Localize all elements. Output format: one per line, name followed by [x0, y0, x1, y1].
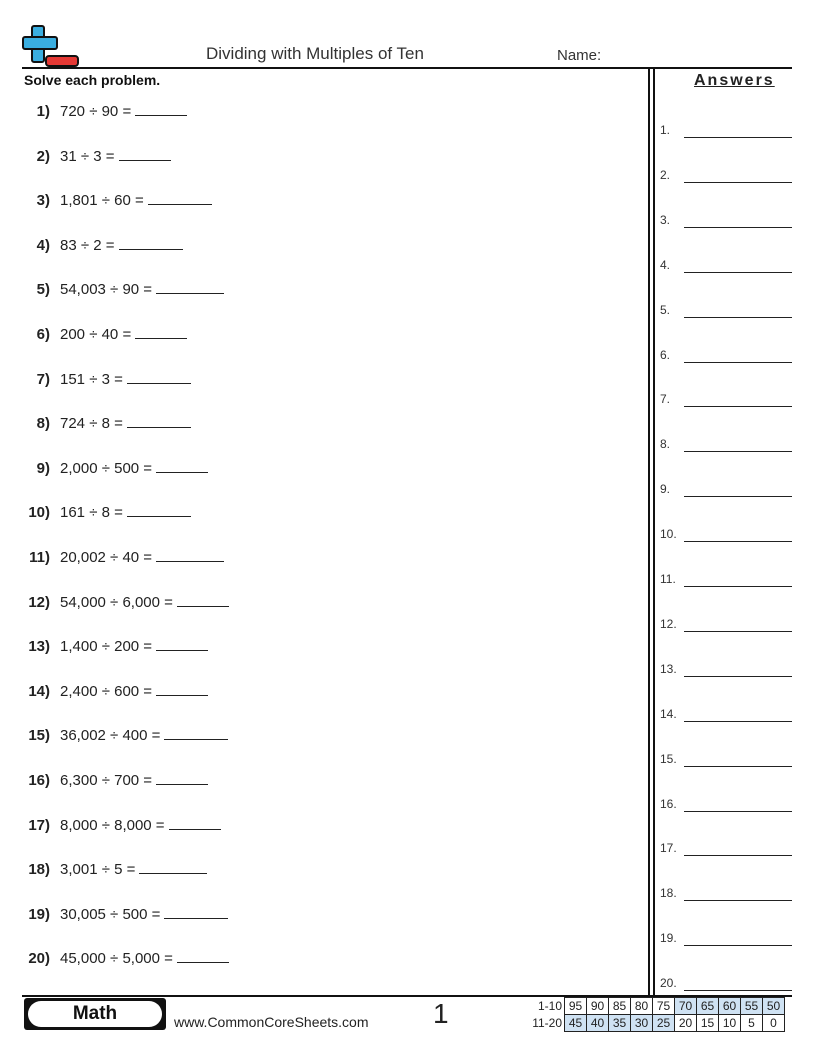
score-cell: 30 — [631, 1015, 653, 1032]
answer-row — [659, 841, 792, 859]
header-divider — [22, 67, 792, 69]
answer-row — [659, 123, 792, 141]
problem-number: 14) — [28, 682, 50, 700]
problem-expression: 1,400 ÷ 200 = — [60, 638, 153, 656]
answer-row — [659, 303, 792, 321]
problem-item — [24, 412, 191, 434]
problem-item — [24, 189, 212, 211]
problem-expression: 31 ÷ 3 = — [60, 147, 115, 165]
answer-row — [659, 348, 792, 366]
answer-line[interactable] — [684, 317, 792, 318]
problem-number: 8) — [36, 415, 50, 433]
problem-number: 3) — [36, 192, 50, 210]
answer-number: 17. — [660, 841, 677, 856]
answer-number: 4. — [660, 257, 671, 272]
answer-number: 9. — [660, 482, 671, 497]
problem-item — [24, 457, 208, 479]
answer-line[interactable] — [684, 900, 792, 901]
answer-row — [659, 886, 792, 904]
problem-number: 16) — [28, 772, 50, 789]
answer-row — [659, 392, 792, 410]
problem-item — [24, 769, 208, 791]
problem-item — [24, 903, 228, 925]
problem-number: 15) — [28, 727, 50, 745]
answer-row — [659, 707, 792, 725]
problem-item — [24, 858, 207, 880]
answer-blank[interactable] — [135, 323, 187, 339]
answer-line[interactable] — [684, 227, 792, 228]
problem-expression: 1,801 ÷ 60 = — [60, 192, 144, 210]
answer-blank[interactable] — [164, 724, 228, 740]
plus-minus-logo-icon — [22, 24, 80, 68]
problem-expression: 36,002 ÷ 400 = — [60, 727, 161, 745]
answer-blank[interactable] — [156, 278, 224, 294]
subject-badge — [24, 998, 166, 1030]
score-cell: 25 — [653, 1015, 675, 1032]
website-link[interactable]: www.CommonCoreSheets.com — [174, 1014, 369, 1030]
score-cell: 90 — [587, 998, 609, 1015]
answer-number: 16. — [660, 796, 677, 811]
problem-item — [24, 814, 221, 836]
problem-expression: 200 ÷ 40 = — [60, 326, 132, 343]
score-cell: 65 — [697, 998, 719, 1015]
answer-line[interactable] — [684, 137, 792, 138]
answer-number: 7. — [660, 392, 671, 407]
answer-line[interactable] — [684, 586, 792, 587]
answer-row — [659, 617, 792, 635]
answer-blank[interactable] — [119, 234, 183, 250]
answer-blank[interactable] — [127, 501, 191, 517]
problem-item — [24, 501, 191, 523]
answer-row — [659, 572, 792, 590]
score-cell: 95 — [565, 998, 587, 1015]
answer-line[interactable] — [684, 721, 792, 722]
answer-line[interactable] — [684, 855, 792, 856]
problem-expression: 2,400 ÷ 600 = — [60, 682, 153, 700]
score-cell: 40 — [587, 1015, 609, 1032]
answer-row — [659, 527, 792, 545]
answer-blank[interactable] — [156, 635, 208, 651]
score-cell: 70 — [675, 998, 697, 1015]
answer-number: 2. — [660, 167, 671, 182]
answer-blank[interactable] — [164, 903, 228, 919]
problem-expression: 6,300 ÷ 700 = — [60, 772, 153, 789]
score-row — [528, 998, 785, 1015]
problem-item — [24, 100, 187, 122]
answer-row — [659, 797, 792, 815]
problem-number: 19) — [28, 905, 50, 923]
problem-expression: 3,001 ÷ 5 = — [60, 861, 136, 879]
problem-expression: 720 ÷ 90 = — [60, 103, 132, 120]
problem-expression: 151 ÷ 3 = — [60, 370, 123, 388]
problem-item — [24, 546, 224, 568]
answer-row — [659, 258, 792, 276]
score-cell: 55 — [741, 998, 763, 1015]
answer-number: 18. — [660, 886, 677, 901]
problem-item — [24, 145, 171, 167]
answer-number: 20. — [660, 976, 677, 991]
problem-number: 4) — [36, 236, 50, 254]
answer-blank[interactable] — [135, 100, 187, 116]
answer-line[interactable] — [684, 182, 792, 183]
problem-expression: 8,000 ÷ 8,000 = — [60, 816, 165, 834]
answer-number: 13. — [660, 661, 677, 676]
problem-expression: 83 ÷ 2 = — [60, 236, 115, 254]
problem-number: 18) — [28, 861, 50, 879]
answer-row — [659, 931, 792, 949]
answer-line[interactable] — [684, 541, 792, 542]
problem-number: 9) — [36, 459, 50, 477]
problem-expression: 30,005 ÷ 500 = — [60, 905, 161, 923]
problem-expression: 724 ÷ 8 = — [60, 415, 123, 433]
problem-number: 12) — [28, 593, 50, 611]
score-cell: 35 — [609, 1015, 631, 1032]
problem-item — [24, 591, 229, 613]
score-cell: 80 — [631, 998, 653, 1015]
score-row-label: 1-10 — [537, 999, 562, 1013]
answer-blank[interactable] — [177, 947, 229, 963]
score-cell: 85 — [609, 998, 631, 1015]
answer-blank[interactable] — [119, 145, 171, 161]
answer-number: 12. — [660, 616, 677, 631]
score-cell: 10 — [719, 1015, 741, 1032]
problem-number: 13) — [28, 638, 50, 656]
problem-number: 10) — [28, 504, 50, 522]
answer-line[interactable] — [684, 811, 792, 812]
answer-number: 1. — [660, 123, 671, 137]
answer-row — [659, 662, 792, 680]
answer-number: 3. — [660, 212, 671, 227]
problem-item — [24, 947, 229, 969]
answers-heading: Answers — [694, 72, 775, 89]
answer-row — [659, 168, 792, 186]
instructions: Solve each problem. — [24, 72, 161, 88]
answer-line[interactable] — [684, 272, 792, 273]
answer-number: 6. — [660, 347, 671, 362]
score-table — [528, 997, 785, 1032]
subject-label: Math — [28, 1001, 162, 1027]
score-row — [528, 1015, 785, 1032]
answer-number: 8. — [660, 437, 671, 452]
answer-line[interactable] — [684, 451, 792, 452]
answer-blank[interactable] — [156, 546, 224, 562]
worksheet-title: Dividing with Multiples of Ten — [206, 44, 424, 63]
problem-expression: 54,003 ÷ 90 = — [60, 281, 153, 299]
problem-number: 5) — [36, 281, 50, 299]
problem-number: 7) — [36, 370, 50, 388]
answer-number: 5. — [660, 302, 671, 317]
score-cell: 5 — [741, 1015, 763, 1032]
answer-row — [659, 437, 792, 455]
score-cell: 50 — [763, 998, 785, 1015]
answer-line[interactable] — [684, 406, 792, 407]
answer-blank[interactable] — [177, 591, 229, 607]
score-cell: 45 — [565, 1015, 587, 1032]
page-number: 1 — [433, 998, 449, 1029]
problem-item — [24, 368, 191, 390]
answer-blank[interactable] — [148, 189, 212, 205]
answer-blank[interactable] — [127, 368, 191, 384]
score-cell: 75 — [653, 998, 675, 1015]
answer-blank[interactable] — [156, 769, 208, 785]
answer-line[interactable] — [684, 631, 792, 632]
answer-number: 15. — [660, 751, 677, 766]
score-cell: 20 — [675, 1015, 697, 1032]
column-divider — [653, 69, 655, 995]
answer-number: 19. — [660, 931, 677, 946]
answer-blank[interactable] — [156, 457, 208, 473]
answer-blank[interactable] — [127, 412, 191, 428]
problem-item — [24, 680, 208, 702]
answer-line[interactable] — [684, 496, 792, 497]
problem-item — [24, 323, 187, 345]
problem-item — [24, 278, 224, 300]
score-row-label: 11-20 — [532, 1016, 562, 1030]
answer-number: 10. — [660, 527, 677, 542]
answer-number: 14. — [660, 706, 677, 721]
problem-expression: 54,000 ÷ 6,000 = — [60, 593, 173, 611]
answer-line[interactable] — [684, 990, 792, 991]
problem-number: 1) — [36, 103, 50, 120]
answer-row — [659, 213, 792, 231]
answer-line[interactable] — [684, 945, 792, 946]
score-cell: 0 — [763, 1015, 785, 1032]
answer-blank[interactable] — [156, 680, 208, 696]
score-cell: 60 — [719, 998, 741, 1015]
answer-blank[interactable] — [139, 858, 207, 874]
problem-item — [24, 635, 208, 657]
problem-expression: 20,002 ÷ 40 = — [60, 549, 153, 566]
problem-number: 17) — [28, 816, 50, 834]
answer-row — [659, 482, 792, 500]
problem-expression: 2,000 ÷ 500 = — [60, 459, 153, 477]
problem-item — [24, 724, 228, 746]
answer-line[interactable] — [684, 362, 792, 363]
answer-blank[interactable] — [169, 814, 221, 830]
name-label: Name: — [557, 47, 602, 64]
problem-item — [24, 234, 183, 256]
answer-line[interactable] — [684, 676, 792, 677]
problem-number: 2) — [36, 147, 50, 165]
answer-row — [659, 752, 792, 770]
problem-number: 6) — [36, 326, 50, 343]
column-divider — [648, 69, 650, 995]
score-cell: 15 — [697, 1015, 719, 1032]
problem-number: 11) — [29, 549, 50, 566]
answer-line[interactable] — [684, 766, 792, 767]
answer-number: 11. — [660, 572, 676, 586]
answer-row — [659, 976, 792, 994]
problem-number: 20) — [28, 950, 50, 968]
problem-expression: 45,000 ÷ 5,000 = — [60, 950, 173, 968]
problem-expression: 161 ÷ 8 = — [60, 504, 123, 522]
